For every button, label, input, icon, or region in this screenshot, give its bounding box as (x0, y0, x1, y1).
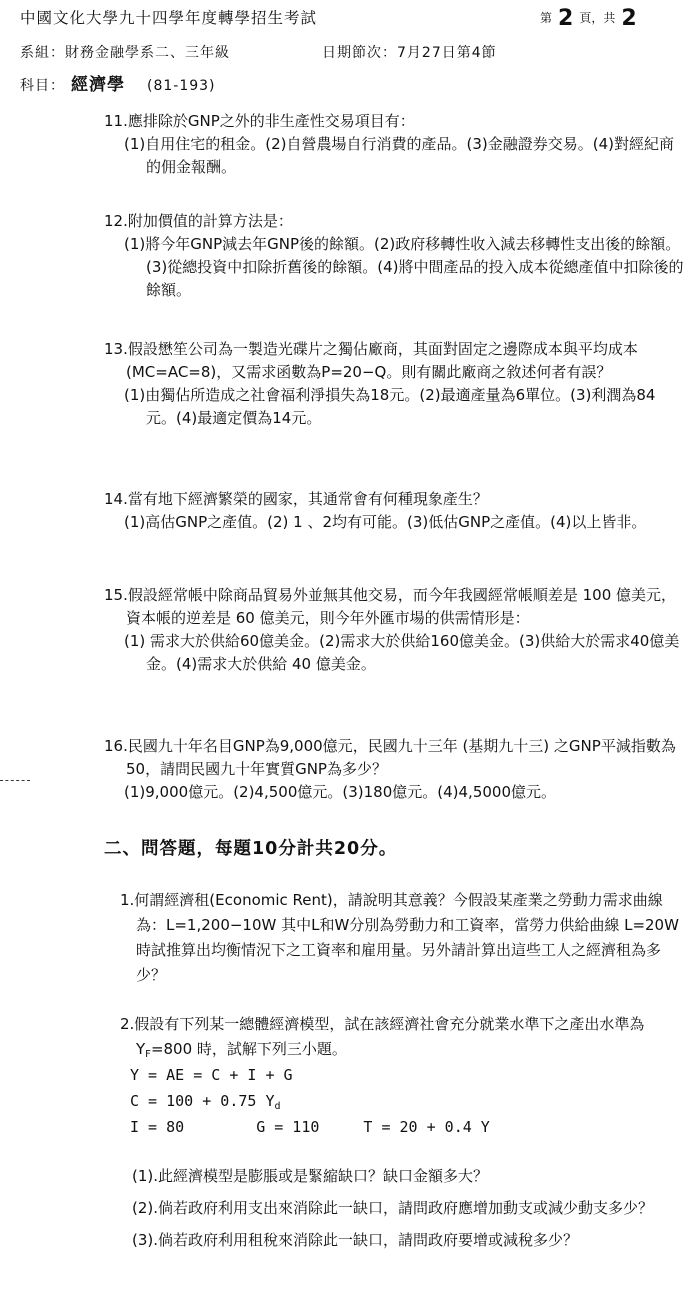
page-total: 2 (621, 6, 637, 31)
question-14 (104, 488, 684, 534)
question-stem: 16.民國九十年名目GNP為9,000億元，民國九十三年 (基期九十三) 之GNP平減指數為50，請問民國九十年實質GNP為多少？ (104, 737, 676, 778)
page-current: 2 (558, 6, 574, 31)
sub-question-2: (2).倘若政府利用支出來消除此一缺口，請問政府應增加動支或減少動支多少？ (132, 1199, 654, 1217)
equation-t: T = 20 + 0.4 Y (363, 1118, 490, 1136)
question-12 (104, 210, 684, 302)
page-prefix: 第 (540, 11, 553, 25)
question-stem: 15.假設經常帳中除商品貿易外並無其他交易，而今年我國經常帳順差是 100 億美元，資本帳的逆差是 60 億美元，則今年外匯市場的供需情形是： (104, 586, 677, 627)
stem-subscript: F (145, 1049, 151, 1060)
subject-line (20, 70, 216, 95)
equation-c-text: C = 100 + 0.75 Y (130, 1092, 275, 1110)
subject-label: 科目： (20, 78, 65, 94)
sub-question-3: (3).倘若政府利用租稅來消除此一缺口，請問政府要增或減稅多少？ (132, 1231, 579, 1249)
essay-question-2 (120, 1012, 680, 1067)
question-options: (1)高估GNP之產值。(2) 1 、2均有可能。(3)低估GNP之產值。(4)以上皆非。 (124, 513, 647, 531)
question-options: (1)9,000億元。(2)4,500億元。(3)180億元。(4)4,5000億元。 (124, 783, 556, 801)
question-16 (104, 735, 684, 804)
sub-questions (132, 1164, 682, 1260)
equation-row-igt (130, 1116, 490, 1139)
stem-part-a: 2.假設有下列某一總體經濟模型，試在該經濟社會充分就業水準下之產出水準為 Y (120, 1015, 645, 1058)
question-stem: 11.應排除於GNP之外的非生產性交易項目有： (104, 112, 415, 130)
question-13 (104, 338, 684, 430)
equation-i: I = 80 (130, 1118, 185, 1136)
equation-c-subscript: d (274, 1101, 281, 1112)
section-2-title: 二、問答題，每題10分計共20分。 (104, 839, 398, 859)
question-options: (1)由獨佔所造成之社會福利淨損失為18元。(2)最適產量為6單位。(3)利潤為84元。(4)最適定價為14元。 (124, 386, 656, 427)
essay-question-text: 1.何謂經濟租(Economic Rent)，請說明其意義？今假設某產業之勞動力需求曲線為：L=1,200−10W 其中L和W分別為勞動力和工資率，當勞力供給曲線 L=20W 時試推算出均衡情況下之工資率和雇用量。另外請計算出這些工人之經濟租為多少？ (120, 891, 679, 984)
equation-y: Y = AE = C + I + G (130, 1066, 293, 1084)
question-stem: 13.假設懋笙公司為一製造光碟片之獨佔廠商，其面對固定之邊際成本與平均成本(MC=AC=8)，又需求函數為P=20−Q。則有關此廠商之敘述何者有誤？ (104, 340, 638, 381)
question-stem: 12.附加價值的計算方法是： (104, 212, 293, 230)
sub-question-1: (1).此經濟模型是膨脹或是緊縮缺口？缺口金額多大？ (132, 1167, 489, 1185)
stem-part-b: =800 時，試解下列三小題。 (150, 1040, 347, 1058)
page-number (540, 6, 643, 31)
question-15 (104, 584, 684, 676)
date-line: 日期節次：7月27日第4節 (322, 45, 497, 61)
question-stem: 14.當有地下經濟繁榮的國家，其通常會有何種現象產生？ (104, 490, 488, 508)
subject-name: 經濟學 (71, 75, 125, 95)
question-11 (104, 110, 684, 179)
question-options: (1) 需求大於供給60億美金。(2)需求大於供給160億美金。(3)供給大於需求40億美金。(4)需求大於供給 40 億美金。 (124, 632, 680, 673)
equation-c (130, 1090, 281, 1118)
exam-title: 中國文化大學九十四學年度轉學招生考試 (20, 9, 318, 27)
question-options: (1)將今年GNP減去年GNP後的餘額。(2)政府移轉性收入減去移轉性支出後的餘額。(3)從總投資中扣除折舊後的餘額。(4)將中間產品的投入成本從總產值中扣除後的餘額。 (124, 235, 684, 299)
essay-question-1 (120, 888, 680, 988)
question-options: (1)自用住宅的租金。(2)自營農場自行消費的產品。(3)金融證券交易。(4)對經紀商的佣金報酬。 (124, 135, 674, 176)
essay-question-stem (120, 1012, 680, 1067)
department-line: 系組：財務金融學系二、三年級 (20, 45, 230, 61)
equation-g: G = 110 (256, 1118, 320, 1136)
subject-code: (81-193) (147, 78, 216, 94)
margin-mark (0, 780, 30, 781)
page-middle: 頁，共 (579, 11, 616, 25)
